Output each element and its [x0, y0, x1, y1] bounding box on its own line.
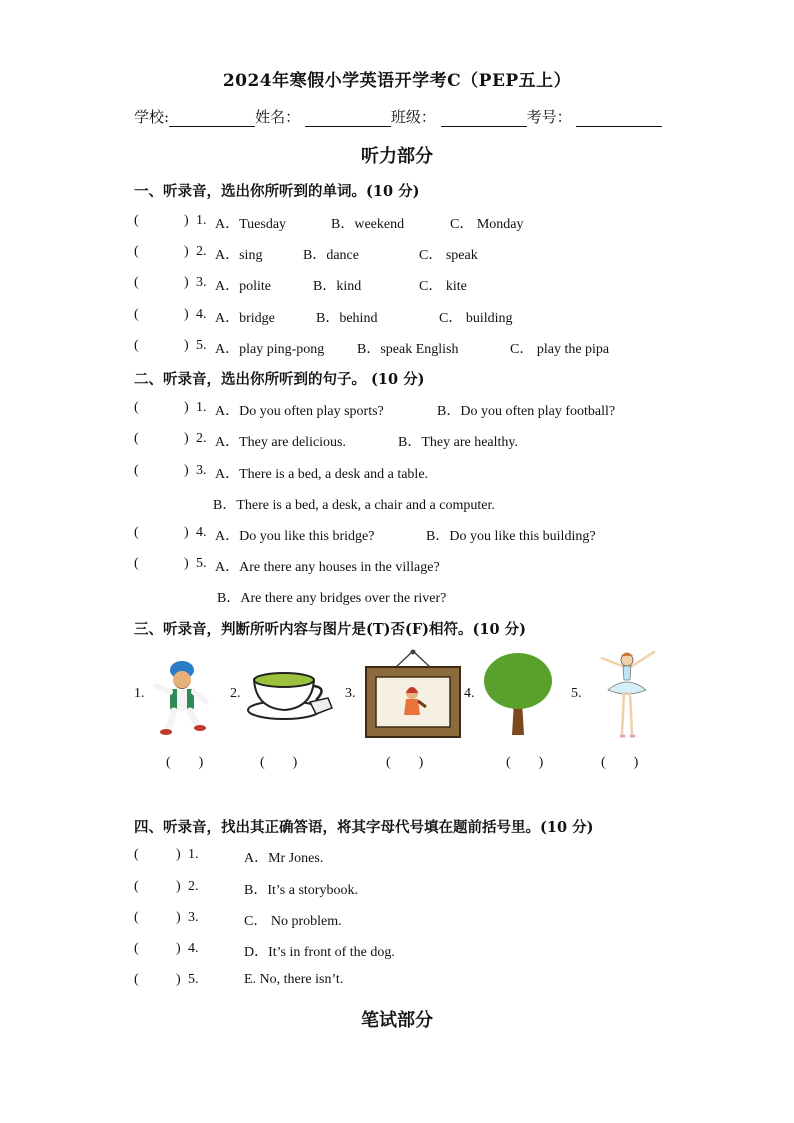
- school-blank[interactable]: [169, 110, 255, 127]
- question-number: 4.: [196, 525, 207, 540]
- option-b: B．dance: [303, 248, 359, 263]
- option-b: B．kind: [313, 279, 362, 294]
- section1-heading: 一、听录音，选出你所听到的单词。(10 分): [134, 183, 420, 200]
- answer-bracket-close: ): [184, 463, 189, 478]
- question-row: [0, 463, 794, 514]
- option-c: C． building: [439, 311, 513, 326]
- question-number: 2.: [196, 431, 207, 446]
- question-number: 5.: [196, 338, 207, 353]
- answer-bracket[interactable]: (: [134, 213, 139, 228]
- picture-number: 4.: [464, 686, 475, 701]
- answer-bracket[interactable]: (: [134, 847, 139, 862]
- question-row: [0, 556, 794, 607]
- response-option: B．It’s a storybook.: [244, 883, 358, 898]
- option-a: A．Are there any houses in the village?: [215, 560, 440, 575]
- exam-title: 2024年寒假小学英语开学考C（PEP五上）: [222, 71, 572, 91]
- ballerina-icon: [594, 646, 660, 742]
- option-c: C． kite: [419, 279, 467, 294]
- question-number: 1.: [188, 847, 199, 862]
- picture-number: 5.: [571, 686, 582, 701]
- question-number: 5.: [196, 556, 207, 571]
- answer-bracket[interactable]: (: [134, 338, 139, 353]
- dancing-man-icon: [150, 656, 212, 736]
- class-blank[interactable]: [441, 110, 527, 127]
- option-b: B．Do you often play football?: [437, 404, 616, 419]
- answer-blank[interactable]: ( ): [601, 755, 639, 770]
- question-number: 3.: [188, 910, 199, 925]
- answer-bracket[interactable]: (: [134, 556, 139, 571]
- option-b: B．There is a bed, a desk, a chair and a computer.: [213, 498, 495, 513]
- answer-blank[interactable]: ( ): [506, 755, 544, 770]
- option-b: B．speak English: [357, 342, 459, 357]
- question-row: [0, 400, 794, 420]
- tree-icon: [482, 651, 554, 737]
- answer-bracket[interactable]: (: [134, 244, 139, 259]
- question-number: 4.: [196, 307, 207, 322]
- answer-bracket-close: ): [176, 972, 181, 987]
- section3-heading: 三、听录音，判断所听内容与图片是(T)否(F)相符。(10 分): [134, 621, 526, 638]
- answer-bracket-close: ): [176, 879, 181, 894]
- answer-bracket-close: ): [184, 275, 189, 290]
- answer-bracket-close: ): [176, 847, 181, 862]
- answer-bracket-close: ): [184, 338, 189, 353]
- name-blank[interactable]: [305, 110, 391, 127]
- answer-bracket[interactable]: (: [134, 400, 139, 415]
- option-a: A．Do you often play sports?: [215, 404, 384, 419]
- question-number: 4.: [188, 941, 199, 956]
- listening-part-title: 听力部分: [361, 146, 433, 167]
- answer-bracket-close: ): [176, 941, 181, 956]
- option-a: A．play ping-pong: [215, 342, 325, 357]
- answer-bracket[interactable]: (: [134, 972, 139, 987]
- answer-bracket-close: ): [176, 910, 181, 925]
- question-row: [0, 525, 794, 545]
- number-blank[interactable]: [576, 110, 662, 127]
- student-info-line: [134, 106, 662, 127]
- framed-picture-icon: [362, 649, 464, 739]
- name-label: 姓名：: [255, 108, 301, 126]
- option-a: A．polite: [215, 279, 271, 294]
- option-b: B．Do you like this building?: [426, 529, 596, 544]
- response-option: C． No problem.: [244, 914, 342, 929]
- option-a: A．They are delicious.: [215, 435, 347, 450]
- question-number: 5.: [188, 972, 199, 987]
- answer-bracket-close: ): [184, 556, 189, 571]
- answer-bracket-close: ): [184, 400, 189, 415]
- response-option: E. No, there isn’t.: [244, 972, 344, 987]
- option-b: B．behind: [316, 311, 378, 326]
- option-a: A．sing: [215, 248, 263, 263]
- option-a: A．There is a bed, a desk and a table.: [215, 467, 429, 482]
- answer-bracket[interactable]: (: [134, 463, 139, 478]
- option-a: A．Tuesday: [215, 217, 287, 232]
- question-number: 1.: [196, 400, 207, 415]
- answer-bracket-close: ): [184, 431, 189, 446]
- answer-bracket[interactable]: (: [134, 431, 139, 446]
- answer-blank[interactable]: ( ): [386, 755, 424, 770]
- class-label: 班级：: [390, 108, 436, 126]
- answer-bracket[interactable]: (: [134, 879, 139, 894]
- question-number: 2.: [188, 879, 199, 894]
- option-a: A．bridge: [215, 311, 275, 326]
- picture-number: 3.: [345, 686, 356, 701]
- answer-bracket[interactable]: (: [134, 275, 139, 290]
- answer-bracket[interactable]: (: [134, 307, 139, 322]
- picture-number: 2.: [230, 686, 241, 701]
- picture-number: 1.: [134, 686, 145, 701]
- question-number: 3.: [196, 275, 207, 290]
- option-b: B．Are there any bridges over the river?: [217, 591, 447, 606]
- question-number: 3.: [196, 463, 207, 478]
- section4-heading: 四、听录音，找出其正确答语，将其字母代号填在题前括号里。(10 分): [134, 819, 594, 836]
- option-b: B．weekend: [331, 217, 405, 232]
- section2-heading: 二、听录音，选出你所听到的句子。 (10 分): [134, 371, 425, 388]
- response-option: A．Mr Jones.: [244, 851, 324, 866]
- answer-blank[interactable]: ( ): [166, 755, 204, 770]
- option-c: C． speak: [419, 248, 478, 263]
- option-a: A．Do you like this bridge?: [215, 529, 375, 544]
- answer-bracket-close: ): [184, 525, 189, 540]
- school-label: 学校:: [134, 108, 170, 126]
- number-label: 考号：: [526, 108, 572, 126]
- answer-bracket-close: ): [184, 244, 189, 259]
- answer-bracket-close: ): [184, 307, 189, 322]
- tea-cup-icon: [244, 668, 336, 722]
- option-c: C． Monday: [450, 217, 524, 232]
- response-option: D．It’s in front of the dog.: [244, 945, 395, 960]
- question-number: 1.: [196, 213, 207, 228]
- answer-bracket[interactable]: (: [134, 941, 139, 956]
- option-c: C． play the pipa: [510, 342, 610, 357]
- answer-bracket[interactable]: (: [134, 910, 139, 925]
- answer-bracket-close: ): [184, 213, 189, 228]
- answer-blank[interactable]: ( ): [260, 755, 298, 770]
- option-b: B．They are healthy.: [398, 435, 518, 450]
- question-row: [0, 431, 794, 451]
- answer-bracket[interactable]: (: [134, 525, 139, 540]
- question-number: 2.: [196, 244, 207, 259]
- writing-part-title: 笔试部分: [361, 1010, 433, 1031]
